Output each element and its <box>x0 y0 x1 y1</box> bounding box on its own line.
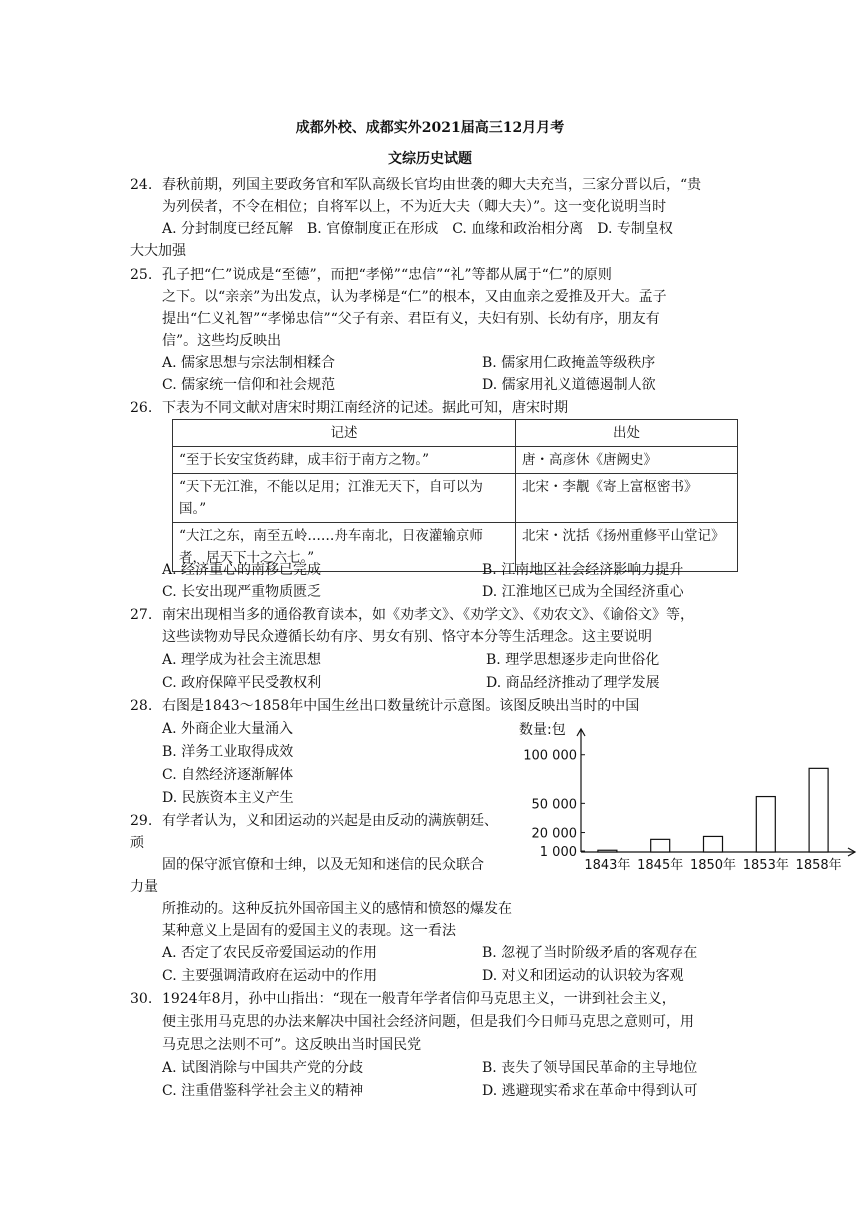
question-text-line: 之下。以“亲亲”为出发点，认为孝梯是“仁”的根本，又由血亲之爱推及开大。孟子 <box>162 289 667 305</box>
table-header: 出处 <box>516 420 738 447</box>
table-cell: 唐・高彦休《唐阙史》 <box>516 447 738 474</box>
question-text-line: 孔子把“仁”说成是“至德”，而把“孝悌”“忠信”“礼”等都从属于“仁”的原则 <box>162 267 612 283</box>
table-row <box>173 447 738 474</box>
options-line: A. 分封制度已经瓦解 B. 官僚制度正在形成 C. 血缘和政治相分离 D. 专制皇权 <box>162 221 673 237</box>
x-tick-label: 1843年 <box>584 858 631 873</box>
option-b: B. 丧失了领导国民革命的主导地位 <box>482 1060 698 1076</box>
option-a: A. 否定了农民反帝爱国运动的作用 <box>162 945 378 961</box>
question-text-line: 这些读物劝导民众遵循长幼有序、男女有别、恪守本分等生活理念。这主要说明 <box>162 629 652 645</box>
x-tick-label: 1845年 <box>637 858 684 873</box>
question-number: 24. <box>130 177 153 193</box>
bar <box>756 797 775 852</box>
table-header: 记述 <box>173 420 516 447</box>
question-number: 27. <box>130 607 153 623</box>
y-tick-label: 20 000 <box>531 826 577 842</box>
option-a: A. 经济重心的南移已完成 <box>162 562 322 578</box>
question-text-line: 春秋前期，列国主要政务官和军队高级长官均由世袭的卿大夫充当，三家分晋以后，“贵 <box>162 177 702 193</box>
option-a: A. 理学成为社会主流思想 <box>162 652 322 668</box>
table-header-row <box>173 420 738 447</box>
exam-subtitle: 文综历史试题 <box>388 151 472 167</box>
table-cell: “至于长安宝货药肆，成丰衍于南方之物。” <box>173 447 516 474</box>
option-c: C. 自然经济逐渐解体 <box>162 767 294 783</box>
question-number: 26. <box>130 400 153 416</box>
question-text-line: 某种意义上是固有的爱国主义的表现。这一看法 <box>162 923 456 939</box>
bar <box>704 836 723 852</box>
question-text-line: 南宋出现相当多的通俗教育读本，如《劝孝文》、《劝学文》、《劝农文》、《谕俗文》等， <box>162 607 694 623</box>
question-text-wrap: 顽 <box>130 835 144 851</box>
x-tick-label: 1858年 <box>795 858 842 873</box>
question-text-line: 便主张用马克思的办法来解决中国社会经济问题，但是我们今日师马克思之意则可，用 <box>162 1014 694 1030</box>
option-d: D. 民族资本主义产生 <box>162 790 294 806</box>
option-c: C. 主要强调清政府在运动中的作用 <box>162 968 378 984</box>
x-tick-label: 1853年 <box>742 858 789 873</box>
option-d: D. 逃避现实希求在革命中得到认可 <box>482 1083 698 1099</box>
question-text-line: 1924年8月，孙中山指出：“现在一般青年学者信仰马克思主义，一讲到社会主义， <box>162 991 676 1007</box>
option-d: D. 商品经济推动了理学发展 <box>486 675 660 691</box>
table-cell: 北宋・李觏《寄上富枢密书》 <box>516 474 738 523</box>
question-text-line: 有学者认为，义和团运动的兴起是由反动的满族朝廷、 <box>162 813 498 829</box>
y-axis-label: 数量:包 <box>519 722 566 738</box>
option-a: A. 儒家思想与宗法制相糅合 <box>162 355 336 371</box>
question-number: 30. <box>130 991 153 1007</box>
question-number: 28. <box>130 698 153 714</box>
option-c: C. 长安出现严重物质匮乏 <box>162 584 322 600</box>
table-cell: “天下无江淮，不能以足用；江淮无天下，自可以为国。” <box>173 474 516 523</box>
bar <box>651 839 670 852</box>
x-tick-label: 1850年 <box>689 858 737 873</box>
options-wrap: 大大加强 <box>130 243 186 259</box>
option-c: C. 注重借鉴科学社会主义的精神 <box>162 1083 364 1099</box>
option-d: D. 对义和团运动的认识较为客观 <box>482 968 684 984</box>
table-cell: 北宋・沈括《扬州重修平山堂记》 <box>516 523 738 572</box>
table-cell: “大江之东，南至五岭……舟车南北，日夜灌输京师者，居天下十之六七。” <box>173 523 516 572</box>
option-b: B. 洋务工业取得成效 <box>162 744 294 760</box>
option-d: D. 儒家用礼义道德遏制人欲 <box>482 377 656 393</box>
question-number: 29. <box>130 813 153 829</box>
exam-title: 成都外校、成都实外2021届高三12月月考 <box>295 120 565 136</box>
question-text-line: 所推动的。这种反抗外国帝国主义的感情和愤怒的爆发在 <box>162 901 512 917</box>
option-b: B. 江南地区社会经济影响力提升 <box>482 562 684 578</box>
y-tick-label: 50 000 <box>531 797 577 813</box>
option-b: B. 儒家用仁政掩盖等级秩序 <box>482 355 656 371</box>
source-table <box>172 419 738 572</box>
question-text-line: 为列侯者，不令在相位；自将军以上，不为近大夫（卿大夫）”。这一变化说明当时 <box>162 199 667 215</box>
question-text-line: 右图是1843～1858年中国生丝出口数量统计示意图。该图反映出当时的中国 <box>162 698 640 714</box>
question-text-line: 固的保守派官僚和士绅，以及无知和迷信的民众联合 <box>162 857 484 873</box>
y-tick-label: 1 000 <box>539 845 577 861</box>
silk-export-chart <box>515 717 860 877</box>
question-text-line: 信”。这些均反映出 <box>162 333 282 349</box>
option-d: D. 江淮地区已成为全国经济重心 <box>482 584 684 600</box>
option-b: B. 忽视了当时阶级矛盾的客观存在 <box>482 945 698 961</box>
question-text-line: 马克思之法则不可”。这反映出当时国民党 <box>162 1037 422 1053</box>
question-number: 25. <box>130 267 153 283</box>
option-a: A. 试图消除与中国共产党的分歧 <box>162 1060 364 1076</box>
bar <box>809 768 828 852</box>
question-text-wrap: 力量 <box>130 879 158 895</box>
question-text-line: 提出“仁义礼智”“孝悌忠信”“父子有亲、君臣有义，夫妇有别、长幼有序，朋友有 <box>162 311 660 327</box>
question-text-line: 下表为不同文献对唐宋时期江南经济的记述。据此可知，唐宋时期 <box>162 400 568 416</box>
option-c: C. 政府保障平民受教权利 <box>162 675 322 691</box>
option-a: A. 外商企业大量涌入 <box>162 721 294 737</box>
bar <box>598 850 617 852</box>
option-b: B. 理学思想逐步走向世俗化 <box>486 652 660 668</box>
y-tick-label: 100 000 <box>523 748 577 764</box>
table-row <box>173 474 738 523</box>
option-c: C. 儒家统一信仰和社会规范 <box>162 377 336 393</box>
